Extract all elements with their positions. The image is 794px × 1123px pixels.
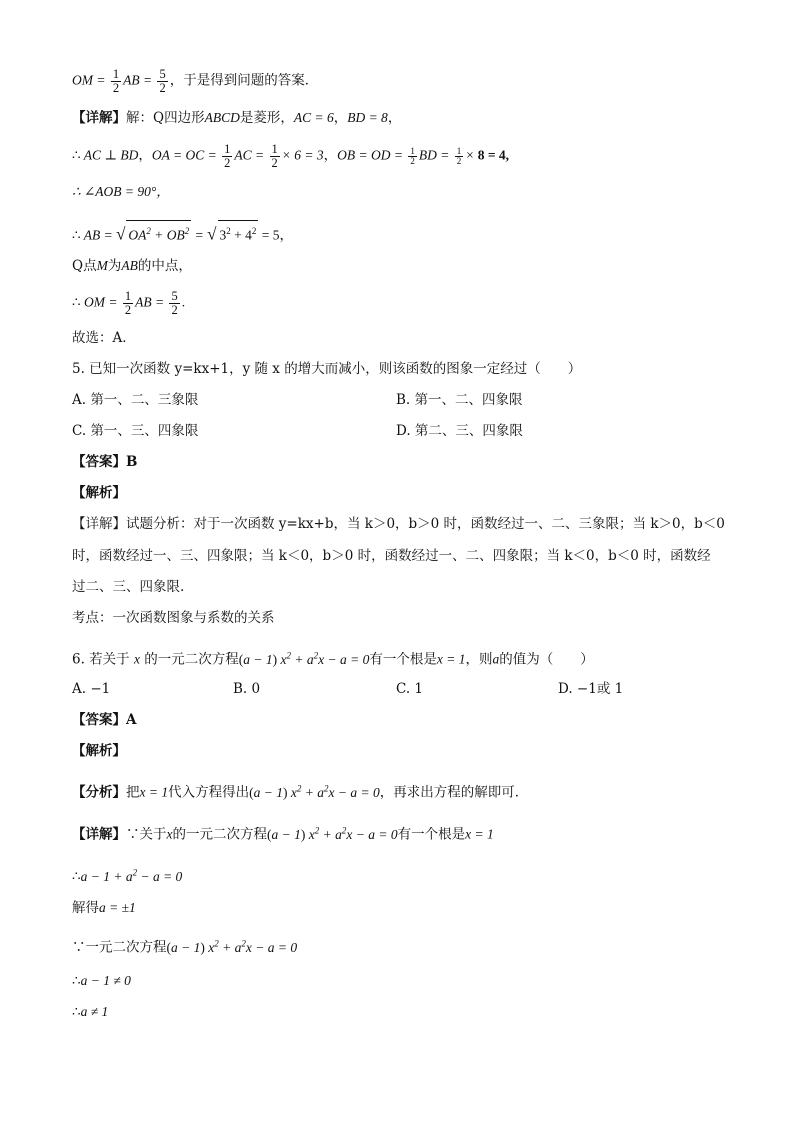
q6-mid3: ，则 bbox=[465, 651, 493, 668]
q6-detail: 【详解】∵关于x的一元二次方程(a − 1) $x^2 + a^2x - a = 0$有一个根是x = 1 bbox=[72, 825, 494, 843]
missing-glyph-2: Q bbox=[72, 258, 84, 274]
rhombus-text: 四边形 bbox=[164, 110, 205, 126]
detail-tag-q6: 【详解】 bbox=[72, 826, 126, 843]
fenxi-end: ，再求出方程的解即可． bbox=[379, 784, 529, 801]
q6-step4: ∴a − 1 ≠ 0 bbox=[72, 973, 131, 989]
solve-pre: 解得 bbox=[72, 900, 99, 916]
abcd-label: ABCD bbox=[204, 110, 240, 125]
q6-option-d: D. −1或 1 bbox=[558, 681, 624, 697]
q5-option-a: A. 第一、二、三象限 bbox=[72, 392, 199, 408]
because-pre: ∵一元二次方程 bbox=[72, 939, 167, 956]
q5-kaodian: 考点：一次函数图象与系数的关系 bbox=[72, 610, 275, 626]
sep: ， bbox=[333, 110, 348, 126]
q6-fenxi: 【分析】把x = 1代入方程得出(a − 1) $x^2 + a^2x - a = 0$，再求出方程的解即可． bbox=[72, 783, 529, 801]
om-equation-intro: OM = $\frac{1}{2}$ AB = $\frac{5}{2}$ ，于是得到问题的答案． bbox=[72, 67, 319, 95]
end: ， bbox=[387, 110, 402, 126]
therefore-1: ∴ bbox=[72, 868, 81, 885]
q6-option-b: B. 0 bbox=[233, 681, 261, 697]
q6-step1: ∴a − $1 + a^2 - a = 0$ bbox=[72, 867, 183, 885]
q5-option-b: B. 第一、二、四象限 bbox=[396, 392, 523, 408]
detail4-line2: ∴ AC ⊥ BD，OA = OC = $\frac{1}{2}$ AC = $\frac{1}{2}$ × 6 = 3，OB = OD = $\frac{1}{2}$ BD = $\frac{1}{2}$ × 8 = 4, bbox=[72, 142, 510, 170]
q6-mid1: 的一元二次方程 bbox=[144, 651, 239, 668]
q6-option-a: A. −1 bbox=[72, 681, 111, 697]
q6-pre: 6. 若关于 bbox=[72, 651, 130, 668]
q6-analysis: 【解析】 bbox=[72, 743, 126, 759]
q6-stem: 6. 若关于 x 的一元二次方程(a − 1) $x^2 + a^2x - a = 0$有一个根是x = 1，则a的值为（ ） bbox=[72, 650, 594, 668]
q5-detail-line1: 【详解】试题分析：对于一次函数 y=kx+b，当 k＞0，b＞0 时，函数经过一、二、三象限；当 k＞0，b＜0 bbox=[72, 516, 725, 532]
bd-value: BD = 8 bbox=[347, 110, 388, 125]
detail-lead: 解： bbox=[126, 110, 153, 126]
detail4-line6: ∴ OM = $\frac{1}{2}$ AB = $\frac{5}{2}$ . bbox=[72, 289, 186, 317]
l5-text2: 为 bbox=[107, 258, 122, 274]
q5-detail-line2: 时，函数经过一、三、四象限；当 k＜0，b＞0 时，函数经过一、二、四象限；当 k＜0，b＜0 时，函数经 bbox=[72, 548, 711, 564]
detail-pre: ∵关于 bbox=[126, 826, 167, 843]
q6-answer: 【答案】A bbox=[72, 712, 137, 728]
q5-analysis: 【解析】 bbox=[72, 485, 126, 501]
q6-step3: ∵一元二次方程(a − 1) $x^2 + a^2x - a = 0$ bbox=[72, 938, 298, 956]
detail4-line1 bbox=[72, 108, 401, 128]
detail4-line5 bbox=[72, 256, 192, 276]
intro-tail: ，于是得到问题的答案． bbox=[169, 72, 319, 88]
fenxi-pre: 把 bbox=[126, 784, 140, 801]
l5-text3: 的中点， bbox=[137, 258, 192, 274]
therefore-2: ∴ bbox=[72, 973, 81, 989]
detail-tag: 【详解】 bbox=[72, 110, 126, 126]
ab-label: AB bbox=[121, 258, 138, 273]
ob-result: = 4, bbox=[487, 147, 510, 163]
detail4-line3: ∴ ∠AOB = 90°， bbox=[72, 184, 170, 199]
q5-answer: 【答案】B bbox=[72, 454, 138, 470]
m-label: M bbox=[96, 258, 108, 273]
q6-mid2: 有一个根是 bbox=[369, 651, 437, 668]
q6-step5: ∴a ≠ 1 bbox=[72, 1004, 109, 1020]
ac-value: AC = 6 bbox=[293, 110, 334, 125]
l5-text1: 点 bbox=[83, 258, 97, 274]
detail-mid2: 有一个根是 bbox=[397, 826, 466, 843]
l4-end: ， bbox=[279, 227, 293, 243]
q5-option-d: D. 第二、三、四象限 bbox=[396, 423, 523, 439]
rhombus-mid: 是菱形， bbox=[239, 110, 294, 126]
fenxi-mid: 代入方程得出 bbox=[168, 784, 250, 801]
q6-end: 的值为（ ） bbox=[499, 651, 594, 668]
q5-stem: 5. 已知一次函数 y=kx+1，y 随 x 的增大而减小，则该函数的图象一定经过（ ） bbox=[72, 361, 582, 377]
therefore-3: ∴ bbox=[72, 1004, 81, 1020]
detail4-line4: ∴ AB = √ $OA^2 + OB^2$ = √ $3^2 + 4^2 = 5$， bbox=[72, 220, 293, 246]
q5-detail-line3: 过二、三、四象限. bbox=[72, 579, 185, 595]
detail-mid: 的一元二次方程 bbox=[172, 826, 267, 843]
q5-option-c: C. 第一、三、四象限 bbox=[72, 423, 199, 439]
choose-answer: 故选：A． bbox=[72, 330, 136, 346]
q6-step2: 解得a = ±1 bbox=[72, 900, 136, 916]
fenxi-tag: 【分析】 bbox=[72, 784, 126, 801]
q6-option-c: C. 1 bbox=[396, 681, 424, 697]
missing-glyph: Q bbox=[153, 110, 165, 126]
